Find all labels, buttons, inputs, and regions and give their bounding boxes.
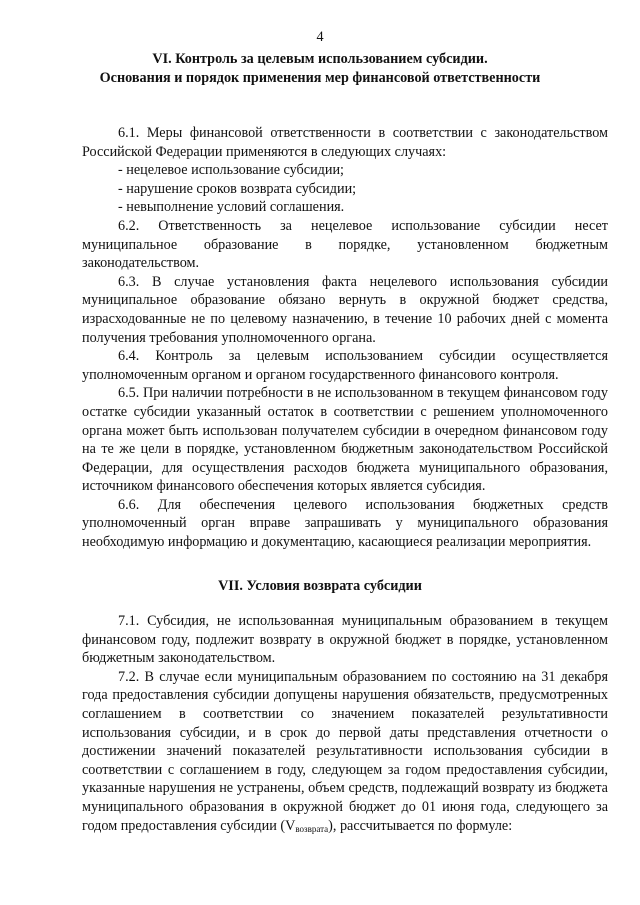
paragraph-6-6: 6.6. Для обеспечения целевого использования бюджетных средств уполномоченный орган вправе запрашивать у муниципального образования необходимую информацию и документацию, касающиеся реализации мероприятия. [82, 496, 608, 551]
paragraph-7-1: 7.1. Субсидия, не использованная муниципальным образованием в текущем финансовом году, подлежит возврату в окружной бюджет в порядке, установленном бюджетным законодательством. [82, 613, 608, 667]
section-6-title-line-2: Основания и порядок применения мер финансовой ответственности [99, 70, 541, 86]
paragraph-7-2 [82, 668, 608, 835]
section-7-title: VII. Условия возврата субсидии [218, 578, 422, 594]
section-6-body [82, 124, 608, 552]
subscript-vozvrata: возврата [295, 823, 329, 834]
paragraph-6-4: 6.4. Контроль за целевым использованием субсидии осуществляется уполномоченным органом и органом государственного финансового контроля. [82, 348, 608, 383]
paragraph-6-1: 6.1. Меры финансовой ответственности в соответствии с законодательством Российской Федерации применяются в следующих случаях: [82, 125, 608, 160]
paragraph-6-5: 6.5. При наличии потребности в не использованном в текущем финансовом году остатке субсидии указанный остаток в соответствии с решением уполномоченного органа может быть использован получателем субсидии в очередном финансовом году на те же цели в порядке, установленном бюджетным законодательством Российской Федерации, для осуществления расходов бюджета муниципального образования, источником финансового обеспечения которых является субсидия. [82, 385, 608, 495]
paragraph-6-3: 6.3. В случае установления факта нецелевого использования субсидии муниципальное образование обязано вернуть в окружной бюджет средства, израсходованные не по целевому назначению, в течение 10 рабочих дней с момента получения требования уполномоченного органа. [82, 273, 608, 346]
paragraph-6-2: 6.2. Ответственность за нецелевое использование субсидии несет муниципальное образование в порядке, установленном бюджетным законодательством. [82, 217, 608, 272]
paragraph-7-2-text: 7.2. В случае если муниципальным образованием по состоянию на 31 декабря года предоставления субсидии допущены нарушения обязательств, предусмотренных соглашением в соответствии со значением показателей результативности использования субсидии, и в срок до первой даты представления отчетности о достижении значений показателей результативности использования субсидии в соответствии с соглашением в году, следующем за годом предоставления субсидии, указанные нарушения не устранены, объем средств, подлежащий возврату из бюджета муниципального образования в окружной бюджет до 01 июня года, следующего за годом предоставления субсидии (V [82, 668, 608, 834]
list-item: - невыполнение условий соглашения. [118, 199, 345, 216]
list-item: - нарушение сроков возврата субсидии; [118, 180, 357, 197]
paragraph-7-2-end: ), рассчитывается по формуле: [328, 817, 513, 834]
section-6-title-line-1: VI. Контроль за целевым использованием субсидии. [152, 51, 488, 67]
list-item: - нецелевое использование субсидии; [118, 162, 345, 179]
page-number: 4 [316, 29, 324, 45]
section-7-body [82, 612, 608, 835]
